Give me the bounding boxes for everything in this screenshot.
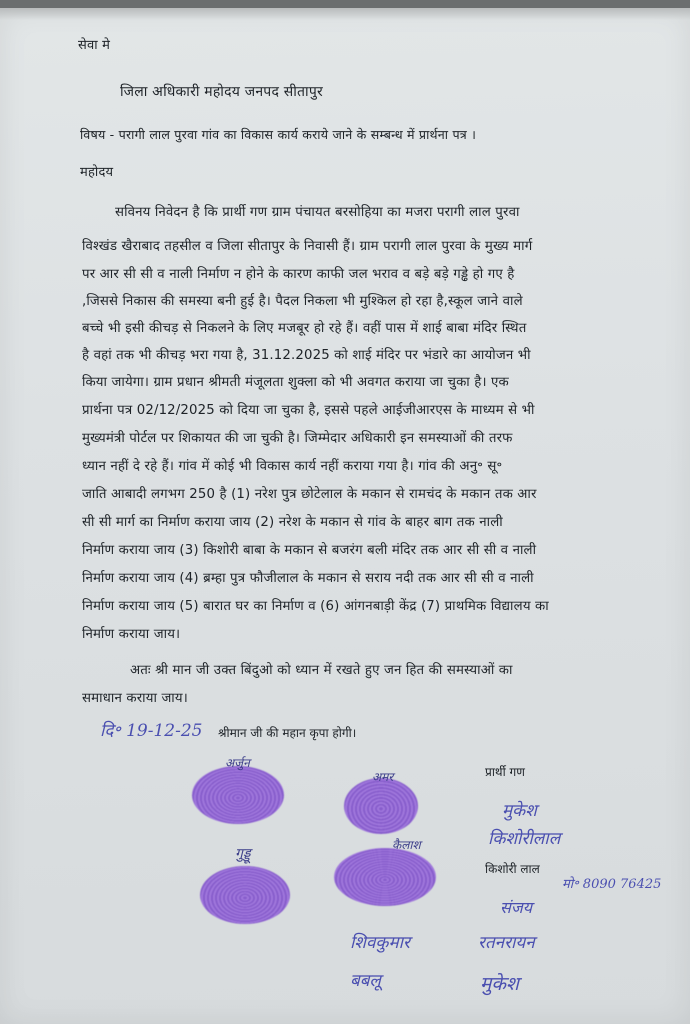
body-line: पर आर सी सी व नाली निर्माण न होने के कारण काफी जल भराव व बड़े बड़े गड्ढे हो गए है (82, 267, 515, 282)
greeting: महोदय (80, 165, 114, 180)
closing-line: अतः श्री मान जी उक्त बिंदुओ को ध्यान में रखते हुए जन हित की समस्याओं का (130, 663, 513, 678)
body-line: जाति आबादी लगभग 250 है (1) नरेश पुत्र छोटेलाल के मकान से रामचंद के मकान तक आर (82, 487, 537, 502)
body-line: सी सी मार्ग का निर्माण कराया जाय (2) नरेश के मकान से गांव के बाहर बाग तक नाली (82, 515, 503, 530)
body-line: ,जिससे निकास की समस्या बनी हुई है। पैदल निकला भी मुश्किल हो रहा है,स्कूल जाने वाले (82, 294, 523, 309)
thumb-label: अर्जुन (225, 756, 250, 770)
applicants-label: प्रार्थी गण (485, 765, 525, 779)
thumb-label: कैलाश (392, 838, 421, 852)
letter-paper (0, 8, 690, 1024)
signature: मुकेश (502, 801, 537, 821)
courtesy-line: श्रीमान जी की महान कृपा होगी। (218, 726, 357, 740)
addressee: जिला अधिकारी महोदय जनपद सीतापुर (120, 84, 323, 100)
signature: शिवकुमार (350, 933, 410, 953)
body-line: मुख्यमंत्री पोर्टल पर शिकायत की जा चुकी है। जिम्मेदार अधिकारी इन समस्याओं की तरफ (82, 431, 513, 446)
thumbprint (192, 766, 284, 824)
signature: मुकेश (480, 973, 519, 995)
thumb-label: अमर (372, 770, 394, 784)
signature: संजय (500, 898, 532, 917)
subject-line: विषय - परागी लाल पुरवा गांव का विकास कार्य कराये जाने के सम्बन्ध में प्रार्थना पत्र । (80, 127, 477, 142)
signature: बबलू (350, 971, 381, 991)
body-line: निर्माण कराया जाय (3) किशोरी बाबा के मकान से बजरंग बली मंदिर तक आर सी सी व नाली (82, 543, 537, 558)
body-line: प्रार्थना पत्र 02/12/2025 को दिया जा चुका है, इससे पहले आईजीआरएस के माध्यम से भी (82, 403, 535, 418)
body-line: ध्यान नहीं दे रहे हैं। गांव में कोई भी विकास कार्य नहीं कराया गया है। गांव की अनु॰ सू॰ (82, 459, 503, 474)
body-line: बच्चे भी इसी कीचड़ से निकलने के लिए मजबूर हो रहे हैं। वहीं पास में शाई बाबा मंदिर स्थित (82, 321, 527, 336)
body-line: विश्खंड खैराबाद तहसील व जिला सीतापुर के निवासी हैं। ग्राम परागी लाल पुरवा के मुख्य मार्ग (82, 239, 533, 254)
signature-printed: किशोरी लाल (485, 862, 540, 876)
body-line: निर्माण कराया जाय (4) ब्रम्हा पुत्र फौजीलाल के मकान से सराय नदी तक आर सी सी व नाली (82, 571, 534, 586)
body-line: सविनय निवेदन है कि प्रार्थी गण ग्राम पंचायत बरसोहिया का मजरा परागी लाल पुरवा (115, 205, 520, 220)
body-line: निर्माण कराया जाय। (82, 627, 181, 642)
handwritten-phone: मो॰ 8090 76425 (562, 877, 662, 892)
signature: रतनरायन (478, 933, 535, 953)
body-line: निर्माण कराया जाय (5) बारात घर का निर्माण व (6) आंगनबाड़ी केंद्र (7) प्राथमिक विद्यालय का (82, 599, 549, 614)
salutation-to: सेवा मे (78, 38, 111, 53)
closing-line: समाधान कराया जाय। (82, 691, 188, 706)
thumbprint (334, 848, 436, 906)
handwritten-date: दि॰ 19-12-25 (100, 721, 203, 741)
thumbprint (200, 866, 290, 924)
body-line: है वहां तक भी कीचड़ भरा गया है, 31.12.2025 को शाई मंदिर पर भंडारे का आयोजन भी (82, 348, 531, 363)
thumb-label: गुड्डू (235, 846, 251, 862)
signature: किशोरीलाल (488, 829, 561, 849)
body-line: किया जायेगा। ग्राम प्रधान श्रीमती मंजूलता शुक्ला को भी अवगत कराया जा चुका है। एक (82, 375, 509, 390)
thumbprint (344, 778, 418, 834)
